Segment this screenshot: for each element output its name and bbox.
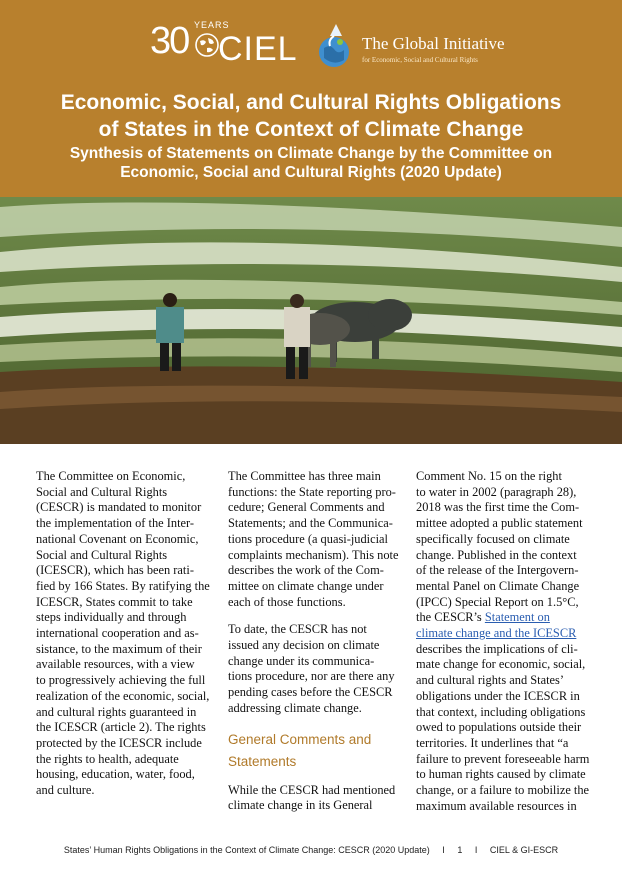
general-comments-paragraph: While the CESCR had mentioned climate change in its General bbox=[228, 782, 396, 813]
ciel-logo bbox=[150, 14, 298, 70]
statement-on-climate-change-link[interactable]: Statement on climate change and the ICESCR bbox=[416, 610, 577, 641]
footer-authors: CIEL & GI-ESCR bbox=[489, 845, 559, 855]
statement-text-after: describes the implications of cli- mate change for economic, social, and cultural rights and States’ obligations under the ICESCR in that context, including obligations owed to populations outside their territories. It underlines that “a failure to prevent foreseeable harm to human rights caused by climate change, or a failure to mobilize the maximum available resources in bbox=[416, 641, 590, 813]
global-initiative-subtitle: for Economic, Social and Cultural Rights bbox=[362, 56, 478, 64]
column-2 bbox=[228, 469, 404, 826]
page-subtitle bbox=[0, 144, 622, 182]
ciel-name: CIEL bbox=[218, 30, 298, 68]
water-drop-globe-icon bbox=[316, 22, 356, 70]
footer-separator: I bbox=[442, 845, 445, 855]
subtitle-line-2: Economic, Social and Cultural Rights (2020 Update) bbox=[120, 164, 502, 181]
column-1 bbox=[36, 469, 216, 811]
page-number: 1 bbox=[457, 845, 463, 855]
header-banner bbox=[0, 0, 622, 197]
intro-paragraph: The Committee on Economic, Social and Cultural Rights (CESCR) is mandated to monitor the implementation of the Inter- national Covenant on Economic, Social and Cultural Rights (ICESCR), which has been rati- fied by 166 States. By ratifying the ICESCR, States commit to take steps individually and through international cooperation and as- sistance, to the maximum of their available resources, with a view to progressively achieving the full realization of the economic, social, and cultural rights guaranteed in the ICESCR (article 2). The rights protected by the ICESCR include the rights to health, adequate housing, education, water, food, and culture. bbox=[36, 469, 210, 798]
title-line-1: Economic, Social, and Cultural Rights Obligations bbox=[60, 91, 562, 114]
subtitle-line-1: Synthesis of Statements on Climate Change by the Committee on bbox=[69, 145, 553, 162]
global-initiative-logo bbox=[316, 22, 536, 70]
no-decision-paragraph: To date, the CESCR has not issued any decision on climate change under its communica- tions procedure, nor are there any pending cases before the CESCR addressing climate change. bbox=[228, 622, 395, 715]
footer-title: States’ Human Rights Obligations in the Context of Climate Change: CESCR (2020 Update) bbox=[63, 845, 430, 855]
section-heading-general-comments: General Comments and Statements bbox=[228, 731, 372, 769]
rice-terrace-photo bbox=[0, 197, 622, 444]
globe-icon bbox=[194, 32, 220, 58]
page-title bbox=[0, 89, 622, 143]
statement-text-before: Comment No. 15 on the right to water in 2002 (paragraph 28), 2018 was the first time the Com- mittee adopted a public statement specifically focused on climate change. Published in the context of the release of the Intergovern- mental Panel on Climate Change (IPCC) Special Report on 1.5°C, the CESCR’s bbox=[416, 469, 583, 625]
statement-paragraph bbox=[416, 469, 594, 814]
ciel-anniversary-number: 30 bbox=[150, 20, 189, 62]
footer-separator: I bbox=[474, 845, 478, 855]
global-initiative-name: The Global Initiative bbox=[362, 34, 505, 53]
column-3 bbox=[416, 469, 594, 826]
title-line-2: of States in the Context of Climate Change bbox=[98, 118, 524, 141]
page-footer bbox=[0, 845, 622, 855]
functions-paragraph: The Committee has three main functions: the State reporting pro- cedure; General Comments and Statements; and the Communica- tions procedure (a quasi-judicial complaints mechanism). This note describes the work of the Com- mittee on climate change under each of those functions. bbox=[228, 469, 399, 609]
ciel-years-label: YEARS bbox=[194, 20, 230, 30]
